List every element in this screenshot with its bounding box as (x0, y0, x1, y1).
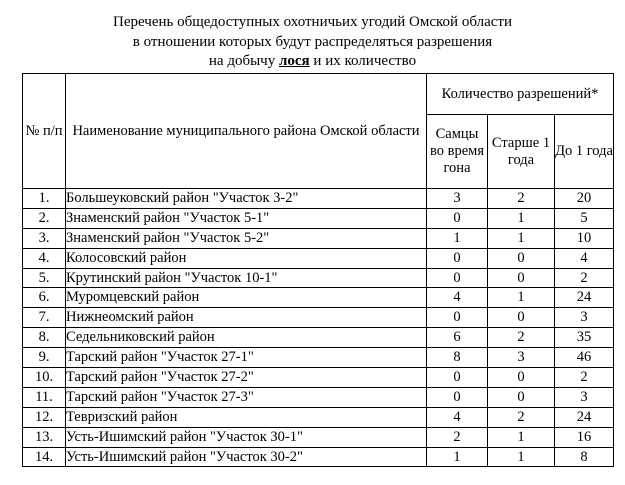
document-title (0, 13, 625, 72)
under-1-year-count: 24 (555, 288, 614, 308)
under-1-year-count: 4 (555, 248, 614, 268)
older-1-year-count: 2 (488, 189, 555, 209)
header-num: № п/п (23, 74, 66, 189)
header-males-rut: Самцы во время гона (427, 115, 488, 189)
row-number: 10. (23, 368, 66, 388)
district-name: Нижнеомский район (66, 308, 427, 328)
males-rut-count: 0 (427, 368, 488, 388)
row-number: 13. (23, 427, 66, 447)
males-rut-count: 4 (427, 288, 488, 308)
under-1-year-count: 3 (555, 308, 614, 328)
males-rut-count: 8 (427, 348, 488, 368)
under-1-year-count: 2 (555, 268, 614, 288)
header-district-name: Наименование муниципального района Омской области (66, 74, 427, 189)
table-row (23, 268, 614, 288)
district-name: Тарский район "Участок 27-1" (66, 348, 427, 368)
district-name: Крутинский район "Участок 10-1" (66, 268, 427, 288)
males-rut-count: 6 (427, 328, 488, 348)
table-header (23, 74, 614, 189)
row-number: 11. (23, 387, 66, 407)
older-1-year-count: 0 (488, 308, 555, 328)
table-row (23, 228, 614, 248)
males-rut-count: 2 (427, 427, 488, 447)
under-1-year-count: 24 (555, 407, 614, 427)
permits-table (22, 73, 614, 467)
row-number: 7. (23, 308, 66, 328)
header-row-1 (23, 74, 614, 115)
row-number: 12. (23, 407, 66, 427)
title-line-2: в отношении которых будут распределяться разрешения (132, 33, 493, 50)
title-emphasis-animal: лося (278, 53, 310, 69)
under-1-year-count: 2 (555, 368, 614, 388)
males-rut-count: 0 (427, 208, 488, 228)
header-permit-count: Количество разрешений* (427, 74, 614, 115)
district-name: Усть-Ишимский район "Участок 30-1" (66, 427, 427, 447)
title-line-3 (0, 52, 625, 72)
older-1-year-count: 0 (488, 368, 555, 388)
table-row (23, 348, 614, 368)
older-1-year-count: 1 (488, 447, 555, 467)
under-1-year-count: 35 (555, 328, 614, 348)
row-number: 8. (23, 328, 66, 348)
header-older-1-year: Старше 1 года (488, 115, 555, 189)
older-1-year-count: 2 (488, 407, 555, 427)
table-row (23, 308, 614, 328)
row-number: 4. (23, 248, 66, 268)
row-number: 14. (23, 447, 66, 467)
older-1-year-count: 1 (488, 288, 555, 308)
under-1-year-count: 3 (555, 387, 614, 407)
under-1-year-count: 46 (555, 348, 614, 368)
district-name: Знаменский район "Участок 5-2" (66, 228, 427, 248)
district-name: Тарский район "Участок 27-3" (66, 387, 427, 407)
district-name: Колосовский район (66, 248, 427, 268)
table-row (23, 387, 614, 407)
title-line-3-end: и их количество (313, 53, 417, 69)
males-rut-count: 0 (427, 387, 488, 407)
under-1-year-count: 10 (555, 228, 614, 248)
title-line-3-start: на добычу (208, 53, 276, 69)
table-row (23, 447, 614, 467)
table-body (23, 189, 614, 467)
older-1-year-count: 0 (488, 387, 555, 407)
table-row (23, 427, 614, 447)
males-rut-count: 0 (427, 268, 488, 288)
district-name: Знаменский район "Участок 5-1" (66, 208, 427, 228)
males-rut-count: 3 (427, 189, 488, 209)
table-row (23, 368, 614, 388)
title-line-1: Перечень общедоступных охотничьих угодий Омской области (113, 14, 512, 30)
district-name: Муромцевский район (66, 288, 427, 308)
older-1-year-count: 1 (488, 228, 555, 248)
under-1-year-count: 8 (555, 447, 614, 467)
older-1-year-count: 0 (488, 248, 555, 268)
district-name: Усть-Ишимский район "Участок 30-2" (66, 447, 427, 467)
older-1-year-count: 3 (488, 348, 555, 368)
table-row (23, 407, 614, 427)
table-row (23, 189, 614, 209)
males-rut-count: 0 (427, 248, 488, 268)
older-1-year-count: 1 (488, 427, 555, 447)
under-1-year-count: 5 (555, 208, 614, 228)
table-row (23, 248, 614, 268)
row-number: 1. (23, 189, 66, 209)
row-number: 5. (23, 268, 66, 288)
under-1-year-count: 16 (555, 427, 614, 447)
district-name: Тарский район "Участок 27-2" (66, 368, 427, 388)
row-number: 6. (23, 288, 66, 308)
row-number: 9. (23, 348, 66, 368)
row-number: 2. (23, 208, 66, 228)
table-row (23, 208, 614, 228)
males-rut-count: 4 (427, 407, 488, 427)
header-under-1-year: До 1 года (555, 115, 614, 189)
older-1-year-count: 2 (488, 328, 555, 348)
district-name: Седельниковский район (66, 328, 427, 348)
district-name: Тевризский район (66, 407, 427, 427)
under-1-year-count: 20 (555, 189, 614, 209)
males-rut-count: 1 (427, 447, 488, 467)
row-number: 3. (23, 228, 66, 248)
males-rut-count: 0 (427, 308, 488, 328)
older-1-year-count: 1 (488, 208, 555, 228)
table-row (23, 328, 614, 348)
older-1-year-count: 0 (488, 268, 555, 288)
males-rut-count: 1 (427, 228, 488, 248)
district-name: Большеуковский район "Участок 3-2" (66, 189, 427, 209)
table-row (23, 288, 614, 308)
